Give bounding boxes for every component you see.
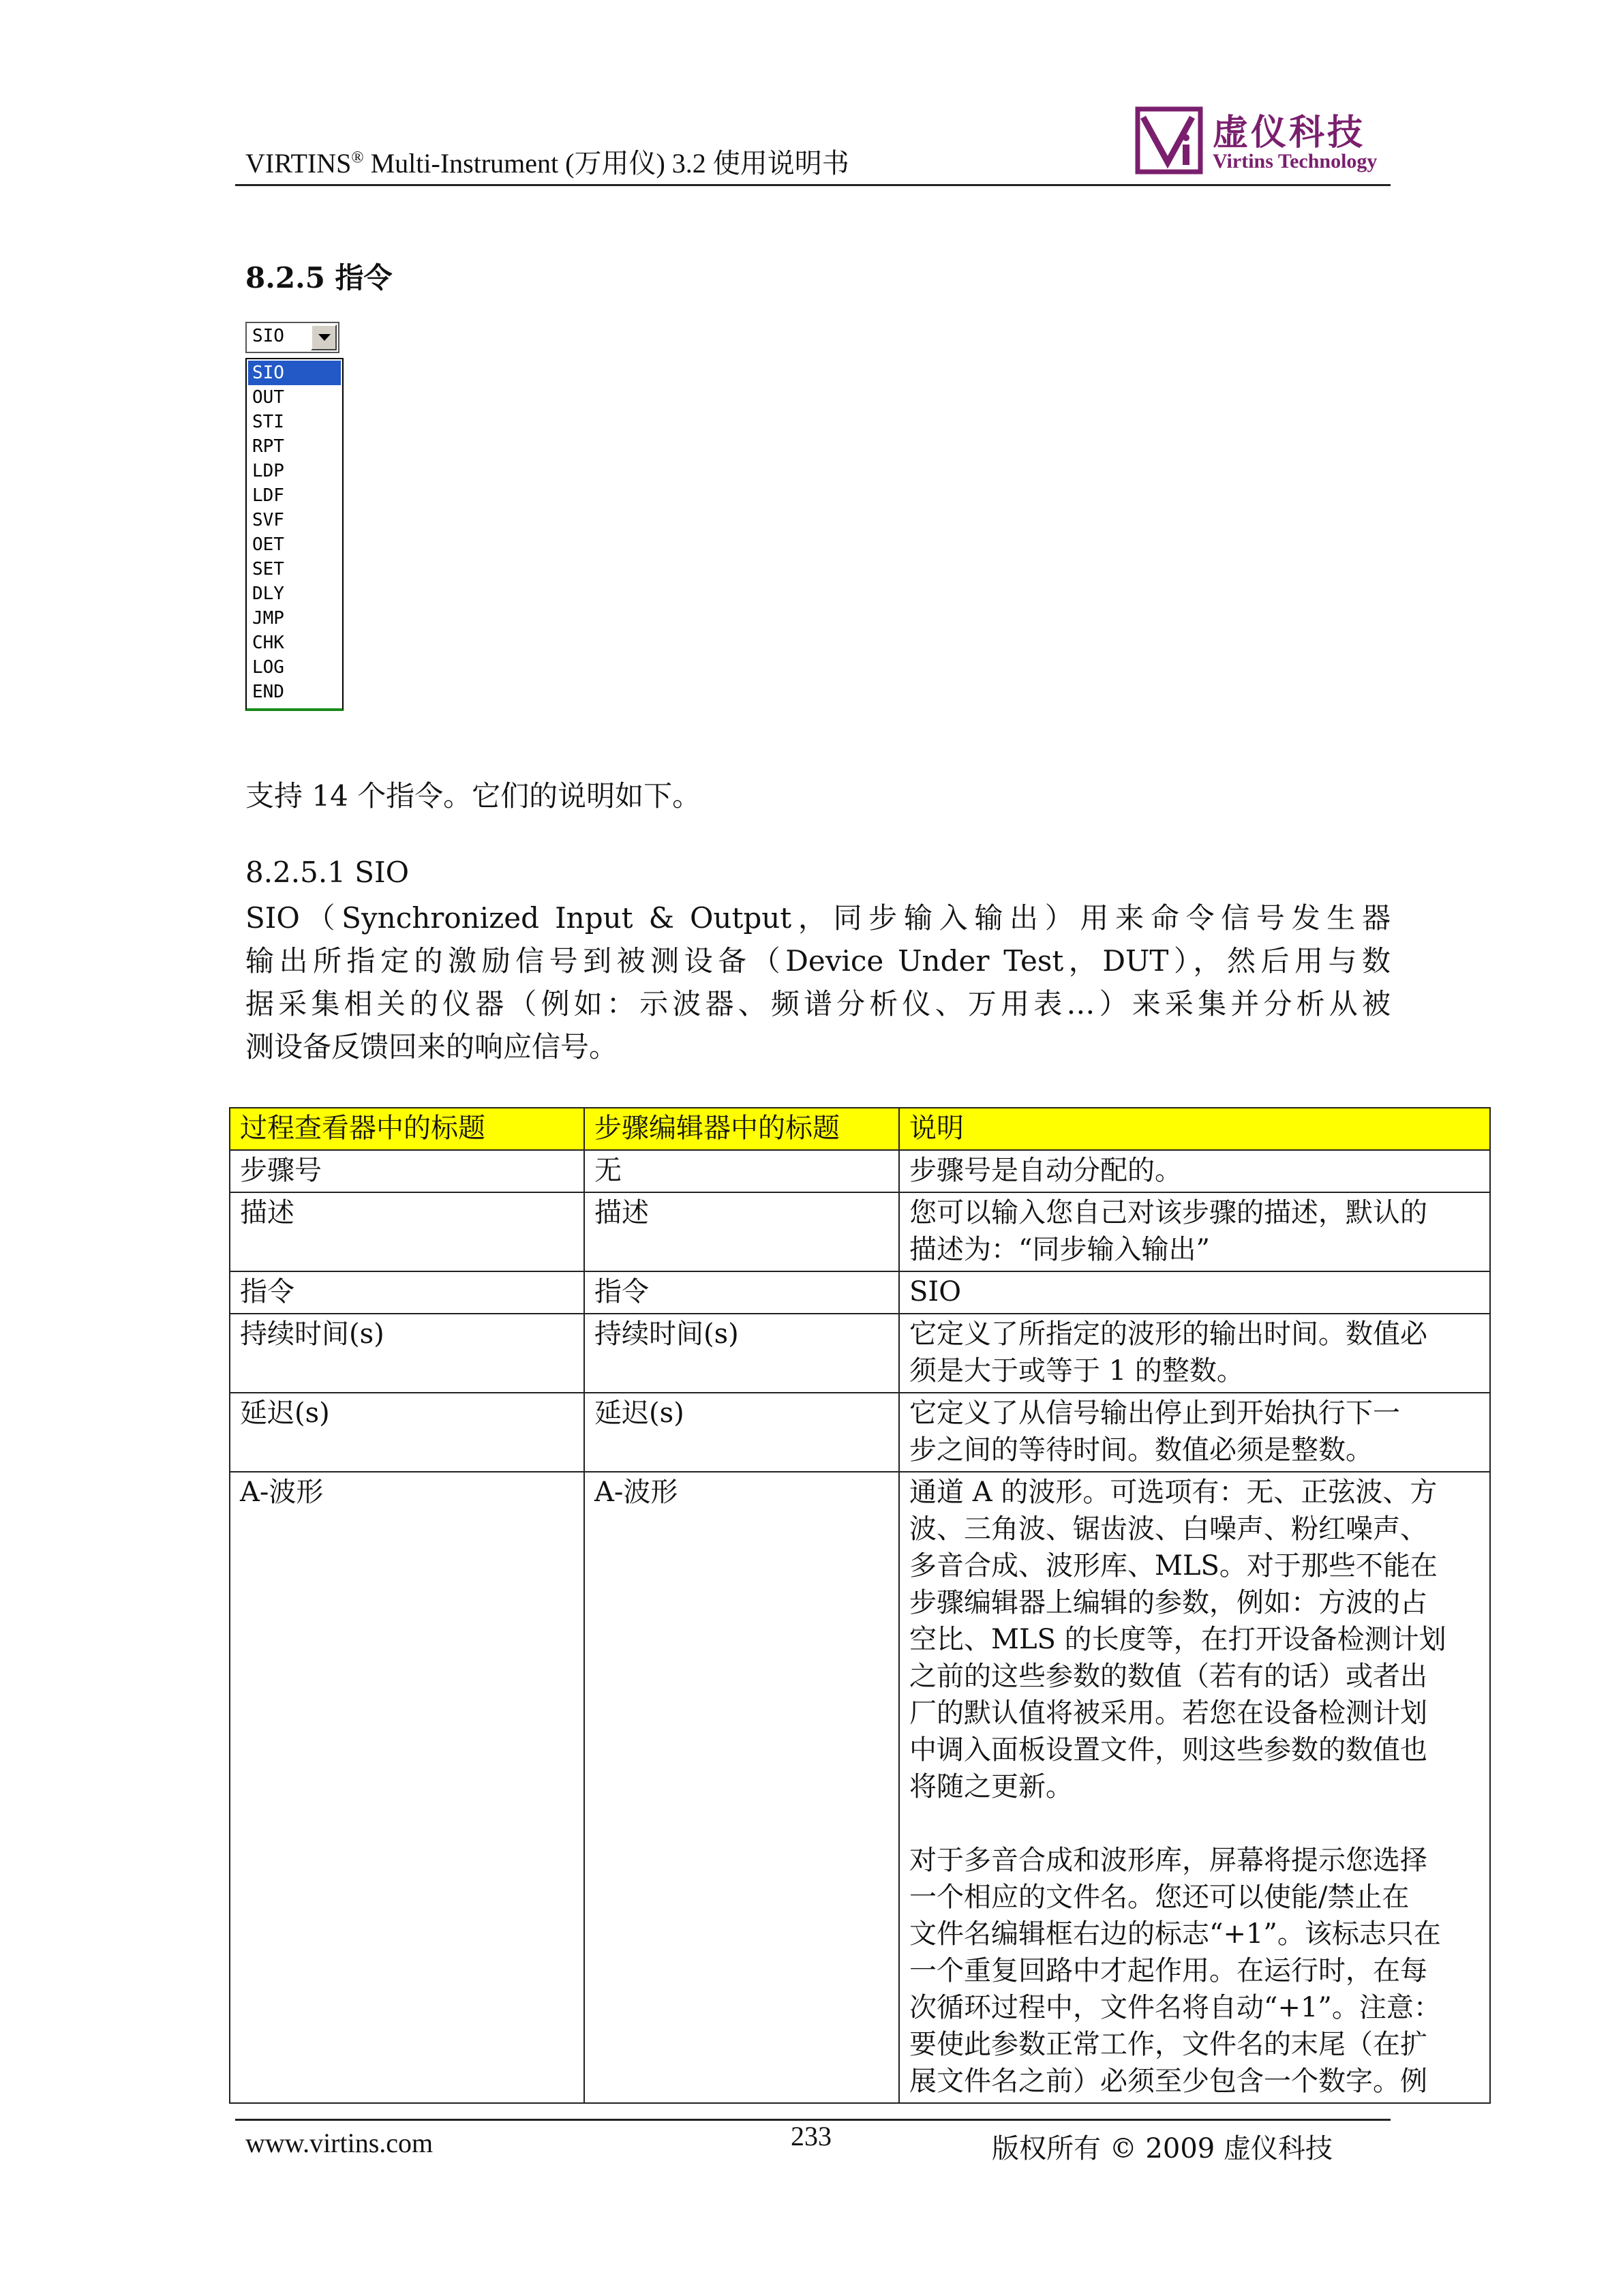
table-row [230, 1192, 1490, 1271]
description-cell [899, 1314, 1490, 1393]
option-sio[interactable]: SIO [248, 361, 341, 385]
table-row [230, 1271, 1490, 1314]
description-line: 将随之更新。 [909, 1771, 1073, 1802]
description-line: 它定义了从信号输出停止到开始执行下一 [909, 1398, 1400, 1429]
option-set[interactable]: SET [252, 559, 284, 579]
header-step-editor: 步骤编辑器中的标题 [584, 1108, 899, 1150]
process-viewer-title: 持续时间(s) [230, 1314, 584, 1393]
table-row [230, 1472, 1490, 2103]
description-line: 步骤号是自动分配的。 [909, 1155, 1182, 1186]
logo-chinese-name: 虚仪科技 [1213, 112, 1366, 153]
table-row [230, 1393, 1490, 1472]
description-line: 要使此参数正常工作，文件名的末尾（在扩 [909, 2029, 1427, 2060]
option-dly[interactable]: DLY [252, 584, 284, 604]
logo-english-name: Virtins Technology [1213, 150, 1378, 172]
step-editor-title: 持续时间(s) [584, 1314, 899, 1393]
company-logo [1135, 102, 1394, 184]
option-rpt[interactable]: RPT [252, 436, 284, 457]
description-line: 一个重复回路中才起作用。在运行时，在每 [909, 1955, 1427, 1987]
description-line: 厂的默认值将被采用。若您在设备检测计划 [909, 1697, 1427, 1729]
description-line: 中调入面板设置文件，则这些参数的数值也 [909, 1734, 1427, 1766]
description-line: 次循环过程中，文件名将自动“+1”。注意： [909, 1992, 1441, 2023]
description-line: 多音合成、波形库、MLS。对于那些不能在 [909, 1550, 1438, 1582]
paragraph-line: 据采集相关的仪器（例如：示波器、频谱分析仪、万用表…）来采集并分析从被 [245, 987, 1391, 1021]
option-out[interactable]: OUT [252, 387, 284, 408]
description-cell [899, 1192, 1490, 1271]
description-line: 步之间的等待时间。数值必须是整数。 [909, 1434, 1373, 1466]
process-viewer-title: 延迟(s) [230, 1393, 584, 1472]
table-header-row [230, 1108, 1490, 1150]
header-divider [235, 184, 1391, 186]
registered-mark: ® [351, 149, 364, 167]
instruction-options-list [245, 358, 344, 711]
step-editor-title: 无 [584, 1150, 899, 1192]
description-line: 它定义了所指定的波形的输出时间。数值必 [909, 1318, 1427, 1350]
instruction-select[interactable] [245, 322, 339, 353]
chevron-down-icon [318, 334, 331, 341]
instruction-select-value: SIO [252, 326, 284, 346]
table-row [230, 1314, 1490, 1393]
step-editor-title: 指令 [584, 1271, 899, 1314]
description-cell [899, 1393, 1490, 1472]
header-description: 说明 [899, 1108, 1490, 1150]
table-row [230, 1150, 1490, 1192]
description-line: 一个相应的文件名。您还可以使能/禁止在 [909, 1882, 1410, 1913]
description-line: 通道 A 的波形。可选项有：无、正弦波、方 [909, 1477, 1438, 1508]
description-cell [899, 1472, 1490, 2103]
description-line: SIO [909, 1276, 961, 1308]
description-line: 步骤编辑器上编辑的参数，例如：方波的占 [909, 1587, 1427, 1618]
option-svf[interactable]: SVF [252, 510, 284, 530]
description-line: 描述为：“同步输入输出” [909, 1234, 1210, 1265]
step-editor-title: A-波形 [584, 1472, 899, 2103]
header-process-viewer: 过程查看器中的标题 [230, 1108, 584, 1150]
sio-parameter-table [229, 1107, 1491, 2104]
option-chk[interactable]: CHK [252, 633, 284, 653]
option-end[interactable]: END [252, 682, 284, 702]
intro-text: 支持 14 个指令。它们的说明如下。 [245, 779, 701, 813]
process-viewer-title: 指令 [230, 1271, 584, 1314]
description-line: 须是大于或等于 1 的整数。 [909, 1355, 1244, 1387]
footer-copyright: 版权所有 © 2009 虚仪科技 [992, 2133, 1333, 2164]
description-cell [899, 1150, 1490, 1192]
description-line: 对于多音合成和波形库，屏幕将提示您选择 [909, 1845, 1427, 1876]
option-sti[interactable]: STI [252, 412, 284, 432]
paragraph-gap [909, 1805, 1480, 1842]
option-log[interactable]: LOG [252, 657, 284, 678]
subsection-heading: 8.2.5.1 SIO [245, 856, 410, 889]
paragraph-line: SIO（Synchronized Input & Output，同步输入输出）用来命令信号发生器 [245, 901, 1391, 935]
description-line: 您可以输入您自己对该步骤的描述，默认的 [909, 1197, 1427, 1228]
process-viewer-title: A-波形 [230, 1472, 584, 2103]
paragraph-line: 输出所指定的激励信号到被测设备（Device Under Test，DUT），然后用与数 [245, 944, 1391, 978]
footer-website: www.virtins.com [245, 2128, 434, 2158]
description-line: 文件名编辑框右边的标志“+1”。该标志只在 [909, 1918, 1441, 1950]
step-editor-title: 描述 [584, 1192, 899, 1271]
paragraph-line: 测设备反馈回来的响应信号。 [245, 1030, 618, 1063]
page-number: 233 [791, 2121, 832, 2151]
description-line: 波、三角波、锯齿波、白噪声、粉红噪声、 [909, 1513, 1427, 1545]
option-oet[interactable]: OET [252, 534, 284, 555]
description-line: 空比、MLS 的长度等，在打开设备检测计划 [909, 1624, 1446, 1655]
section-heading: 8.2.5 指令 [245, 261, 393, 294]
option-jmp[interactable]: JMP [252, 608, 284, 629]
process-viewer-title: 描述 [230, 1192, 584, 1271]
description-line: 展文件名之前）必须至少包含一个数字。例 [909, 2066, 1427, 2097]
logo-mark-icon [1135, 106, 1203, 175]
step-editor-title: 延迟(s) [584, 1393, 899, 1472]
sio-description-paragraph [245, 896, 1391, 1068]
dropdown-button[interactable] [311, 324, 337, 350]
header-brand: VIRTINS [245, 148, 352, 179]
header-title-rest: Multi-Instrument (万用仪) 3.2 使用说明书 [363, 148, 849, 179]
description-cell [899, 1271, 1490, 1314]
description-line: 之前的这些参数的数值（若有的话）或者出 [909, 1661, 1427, 1692]
option-ldf[interactable]: LDF [252, 485, 284, 506]
process-viewer-title: 步骤号 [230, 1150, 584, 1192]
option-ldp[interactable]: LDP [252, 461, 284, 481]
document-header-title [245, 142, 849, 181]
